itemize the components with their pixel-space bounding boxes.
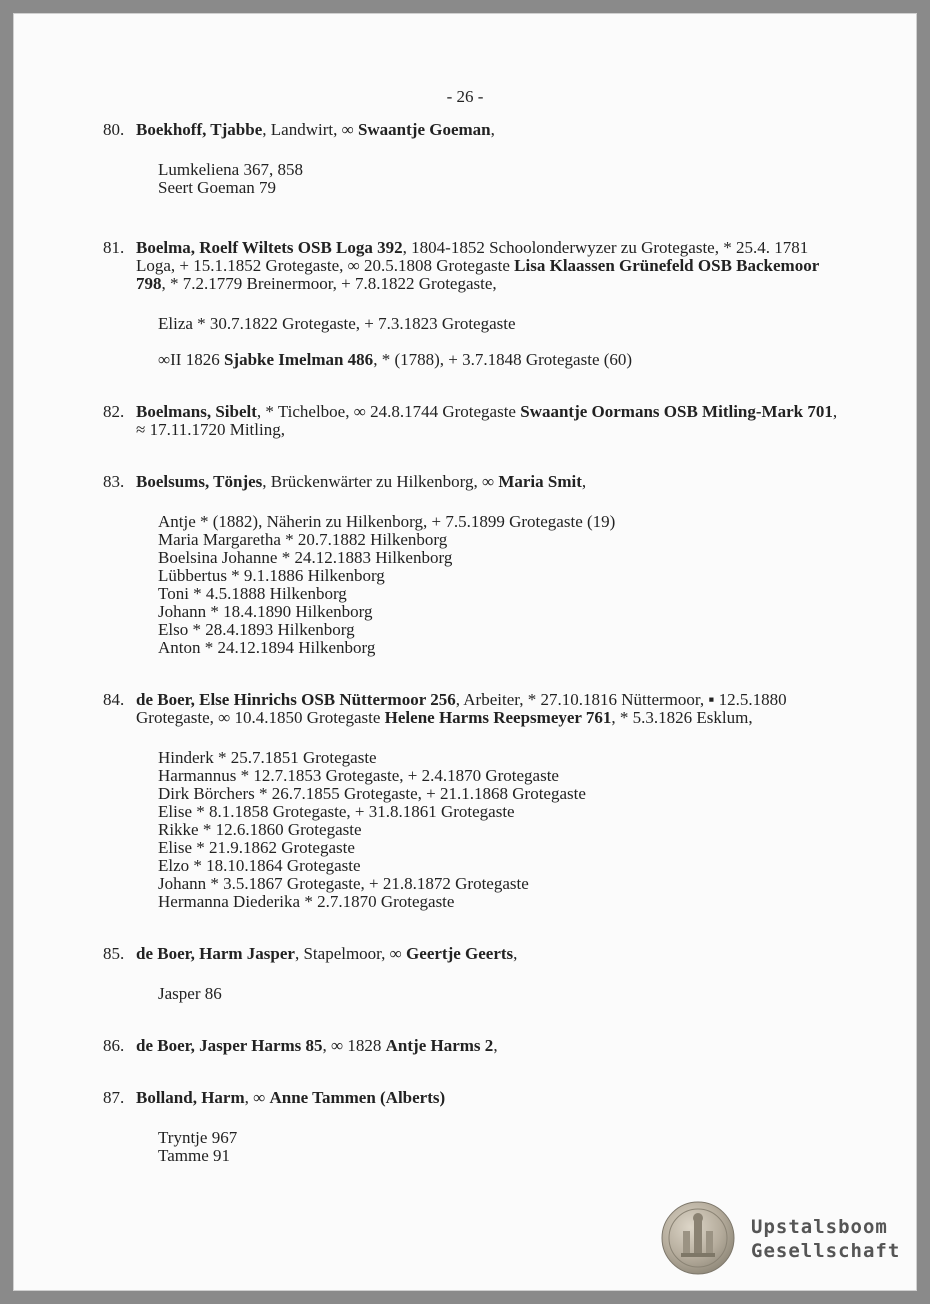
entry-head [136,239,848,293]
children-list [136,513,848,657]
person-details: , Brückenwärter zu Hilkenborg, ∞ [262,472,499,491]
child: Maria Margaretha * 20.7.1882 Hilkenborg [158,530,448,549]
entry-number: 80. [103,120,125,139]
entry-83 [103,473,848,657]
entry-head [136,473,848,491]
child: Antje * (1882), Näherin zu Hilkenborg, + 7.5.1899 Grotegaste (19) [158,512,616,531]
child: Rikke * 12.6.1860 Grotegaste [158,820,362,839]
entry-84 [103,691,848,911]
person-name: Bolland, Harm [136,1088,245,1107]
spouse-name: Antje Harms 2 [385,1036,494,1055]
page-number: - 26 - [446,87,484,106]
child: Jasper 86 [158,984,222,1003]
person-details: , Stapelmoor, ∞ [294,944,407,963]
entry-number: 84. [103,690,125,709]
person-details: , ∞ 1828 [322,1036,386,1055]
spouse-name: Anne Tammen (Alberts) [269,1088,446,1107]
second-marriage [136,351,848,369]
entry-85 [103,945,848,1003]
child: Eliza * 30.7.1822 Grotegaste, + 7.3.1823 Grotegaste [158,314,516,333]
entry-80 [103,121,848,197]
society-logo [661,1201,901,1277]
entry-number: 81. [103,238,125,257]
document-page [13,13,917,1291]
marriage-prefix: ∞II 1826 [158,350,224,369]
child: Toni * 4.5.1888 Hilkenborg [158,584,347,603]
child: Elso * 28.4.1893 Hilkenborg [158,620,355,639]
entry-87 [103,1089,848,1165]
person-details: , ∞ [244,1088,270,1107]
child: Johann * 3.5.1867 Grotegaste, + 21.8.1872 Grotegaste [158,874,529,893]
seal-icon [661,1201,735,1275]
person-name: Boekhoff, Tjabbe [136,120,263,139]
children-list [136,315,848,333]
entry-head [136,1089,848,1107]
person-name: de Boer, Harm Jasper [136,944,295,963]
entry-86 [103,1037,848,1055]
society-name [751,1215,900,1263]
genealogy-entries [103,121,848,1165]
entry-head [136,403,848,439]
spouse-name: Geertje Geerts [406,944,514,963]
spouse-details: , [490,120,495,139]
spouse-name: Sjabke Imelman 486 [223,350,374,369]
entry-82 [103,403,848,439]
child: Boelsina Johanne * 24.12.1883 Hilkenborg [158,548,453,567]
child: Tryntje 967 [158,1128,238,1147]
child: Harmannus * 12.7.1853 Grotegaste, + 2.4.1870 Grotegaste [158,766,559,785]
person-details: , * Tichelboe, ∞ 24.8.1744 Grotegaste [256,402,521,421]
child: Tamme 91 [158,1146,230,1165]
child: Elise * 21.9.1862 Grotegaste [158,838,355,857]
children-list [136,161,848,197]
child: Lumkeliena 367, 858 [158,160,303,179]
child: Dirk Börchers * 26.7.1855 Grotegaste, + 21.1.1868 Grotegaste [158,784,586,803]
entry-head [136,691,848,727]
spouse-name: Lisa Klaassen Grünefeld OSB Backemoor 798 [136,256,819,293]
spouse-details: , * 5.3.1826 Esklum, [611,708,753,727]
child: Johann * 18.4.1890 Hilkenborg [158,602,373,621]
entry-number: 83. [103,472,125,491]
children-list [136,1129,848,1165]
spouse-name: Maria Smit [498,472,582,491]
spouse-details: , * (1788), + 3.7.1848 Grotegaste (60) [373,350,633,369]
entry-81 [103,239,848,369]
society-name-line2: Gesellschaft [751,1240,901,1262]
child: Lübbertus * 9.1.1886 Hilkenborg [158,566,385,585]
person-name: Boelsums, Tönjes [136,472,263,491]
entry-number: 86. [103,1036,125,1055]
child: Hinderk * 25.7.1851 Grotegaste [158,748,377,767]
person-name: de Boer, Jasper Harms 85 [136,1036,323,1055]
child: Seert Goeman 79 [158,178,277,197]
entry-head [136,121,848,139]
entry-number: 87. [103,1088,125,1107]
spouse-details: , [581,472,587,491]
children-list [136,749,848,911]
person-details: , Arbeiter, * 27.10.1816 Nüttermoor, ▪ 12.5.1880 Grotegaste, ∞ 10.4.1850 Grotegaste [136,690,787,727]
child: Elise * 8.1.1858 Grotegaste, + 31.8.1861 Grotegaste [158,802,515,821]
spouse-name: Swaantje Goeman [357,120,491,139]
person-name: Boelma, Roelf Wiltets OSB Loga 392 [136,238,403,257]
spouse-name: Swaantje Oormans OSB Mitling-Mark 701 [520,402,833,421]
spouse-name: Helene Harms Reepsmeyer 761 [384,708,612,727]
spouse-details: , [513,944,518,963]
child: Hermanna Diederika * 2.7.1870 Grotegaste [158,892,455,911]
entry-number: 85. [103,944,125,963]
entry-number: 82. [103,402,125,421]
person-name: de Boer, Else Hinrichs OSB Nüttermoor 256 [136,690,456,709]
person-details: , Landwirt, ∞ [262,120,358,139]
entry-head [136,945,848,963]
spouse-details: , * 7.2.1779 Breinermoor, + 7.8.1822 Grotegaste, [161,274,497,293]
spouse-details: , ≈ 17.11.1720 Mitling, [136,402,838,439]
child: Anton * 24.12.1894 Hilkenborg [158,638,376,657]
person-details: , 1804-1852 Schoolonderwyzer zu Grotegaste, * 25.4. 1781 Loga, + 15.1.1852 Grotegaste, ∞ 20.5.1808 Grotegaste [136,238,809,275]
society-name-line1: Upstalsboom [751,1216,888,1238]
entry-head [136,1037,848,1055]
child: Elzo * 18.10.1864 Grotegaste [158,856,361,875]
children-list [136,985,848,1003]
person-name: Boelmans, Sibelt [136,402,257,421]
spouse-details: , [493,1036,498,1055]
